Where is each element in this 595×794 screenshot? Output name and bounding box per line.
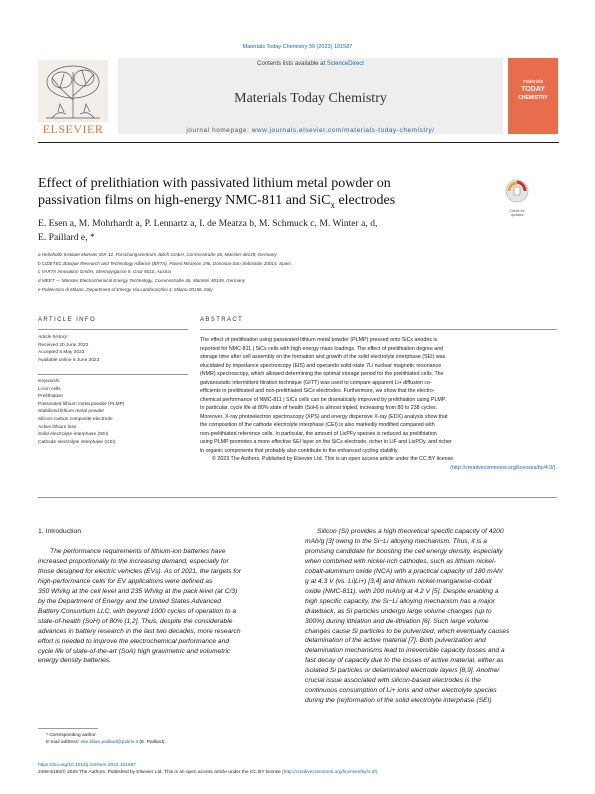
intro-line: crucial issue associated with silicon-based electrodes is the: [305, 677, 481, 685]
keyword: Prelithiation: [38, 394, 64, 400]
abstract-body: [200, 336, 557, 472]
copyright-line: [200, 455, 557, 464]
abstract-line: in organic components that probably also contribute to the enhanced cycling stability.: [200, 447, 399, 454]
abstract-line: non-prelithiated reference cells. In particular, the amount of LixPFy species is reduced as prelithiation: [200, 430, 437, 437]
title-line-2-end: electrodes: [334, 193, 396, 208]
issn-line: [38, 769, 558, 776]
badge-label: Check for updates: [509, 209, 525, 217]
history-received: Received 20 June 2022: [38, 342, 89, 348]
intro-line: 300%) during lithiation and de-lithiation [6]. Such large volume: [305, 617, 489, 625]
abstract-line: In particular, cycle life at 80% state of health (SoH) is almost tripled, increasing from 80 to 238 cycles.: [200, 405, 438, 411]
email-link[interactable]: elie.lillian.paillard@polimi.it: [80, 740, 139, 746]
abstract-line: galvanostatic intermittent titration technique (GITT) was used to compare apparent Li+ diffusion co-: [200, 379, 432, 386]
intro-line: Silicon (Si) provides a high theoretical specific capacity of 4200: [317, 528, 504, 535]
journal-cover-text: [508, 78, 558, 102]
intro-line: g at 4.3 V (vs. Li|Li+) [3,4] and lithium nickel-manganese-cobalt: [305, 577, 492, 585]
authors-line-1[interactable]: E. Esen a, M. Mohrhardt a, P. Lennartz a, I. de Meatza b, M. Schmuck c, M. Winter a, d,: [38, 218, 378, 229]
journal-header: [38, 56, 559, 143]
elsevier-tree-icon: [38, 60, 108, 122]
intro-line: those designed for electric vehicles (EVs). As of 2021, the targets for: [38, 567, 242, 575]
history-accepted: Accepted 5 May 2023: [38, 350, 85, 356]
keywords-rule: [38, 374, 188, 375]
intro-line: cobalt-aluminum oxide (NCA) with a practical capacity of 180 mAh/: [305, 567, 503, 575]
abstract-line: storage time after cell assembly on the formation and growth of the solid electrolyte interphase (SEI) was: [200, 354, 446, 360]
check-for-updates-icon: [503, 178, 531, 204]
intro-line: energy density batteries.: [38, 657, 111, 665]
intro-line: continuous consumption of Li+ ions and other electrolyte species: [305, 687, 497, 695]
abstract-line: Moreover, X-ray photoelectron spectroscopy (XPS) and energy dispersive X-ray (EDX) analysis show that: [200, 413, 448, 420]
authors-line-2[interactable]: E. Paillard e, *: [38, 232, 95, 243]
title-line-2: [38, 192, 478, 214]
intro-line: state-of-health (SoH) of 80% [1,2]. Thus, despite the considerable: [38, 617, 233, 625]
keyword: Passivated lithium metal powder (PLMP): [38, 401, 125, 407]
doi-block: [38, 762, 558, 777]
affiliations: [38, 251, 558, 295]
intro-line: cycle life of state-of-the-art (SoA) high gravimetric and volumetric: [38, 647, 231, 655]
sciencedirect-link[interactable]: ScienceDirect: [326, 61, 364, 67]
abstract-line: efficients in prelithiated and non-prelithiated SiCx electrodes. Furthermore, we show that the electro-: [200, 388, 435, 394]
keyword: Active lithium loss: [38, 424, 77, 430]
cover-text-3: CHEMISTRY: [518, 95, 548, 101]
intro-line: effort is needed to improve the electrochemical performance and: [38, 637, 230, 645]
title-subscript: x: [330, 199, 335, 210]
title-line-1: Effect of prelithiation with passivated lithium metal powder on: [38, 176, 391, 191]
footnote-rule: [38, 728, 98, 729]
introduction-heading: 1. Introduction: [38, 528, 82, 535]
copyright-text: © 2023 The Authors. Published by Elsevier Ltd. This is an open access article under the CC BY license: [212, 456, 454, 462]
intro-line: delamination of the active material [7]. Both pulverization and: [305, 637, 486, 645]
corresponding-label: * Corresponding author.: [46, 733, 97, 738]
intro-line: The performance requirements of lithium-ion batteries have: [50, 548, 226, 555]
keywords-label: Keywords:: [38, 379, 61, 384]
affiliation-c: c VARTA Innovation GmbH, Stremayrgasse 9, Graz 8010, Austria: [38, 269, 172, 275]
email-label: E-mail address:: [46, 740, 81, 746]
abstract-line: elucidated by impedance spectroscopy (EIS) and operando solid-state 7Li nuclear magnetic resonance: [200, 362, 442, 369]
license-link[interactable]: (http://creativecommons.org/licenses/by/4.0/).: [450, 464, 557, 471]
issn-license-link[interactable]: (http://creativecommons.org/licenses/by/4.0/).: [282, 770, 379, 776]
article-title: [38, 175, 478, 214]
intro-line: 350 Wh/kg at the cell level and 235 Wh/kg at the pack level (at C/3): [38, 587, 238, 595]
doi-link[interactable]: https://doi.org/10.1016/j.mtchem.2023.101587: [38, 763, 136, 768]
homepage-prefix: journal homepage:: [186, 127, 252, 134]
intro-line: promising candidate for boosting the cell energy density, especially: [305, 547, 503, 555]
authors: [38, 217, 538, 245]
intro-line: changes cause Si particles to be pulverized, which eventually causes: [305, 627, 510, 635]
corresponding-author-note: [46, 732, 296, 747]
journal-reference[interactable]: Materials Today Chemistry 30 (2023) 101587: [242, 44, 353, 50]
intro-line: drawback, as Si particles undergo large volume changes (up to: [305, 607, 492, 615]
title-line-2-text: passivation films on high-energy NMC-811 and SiC: [38, 193, 331, 208]
intro-line: delamination mechanisms lead to irreversible capacity losses and a: [305, 647, 505, 655]
intro-line: increased proportionally to the increasing demand, especially for: [38, 557, 229, 565]
affiliation-b: b CIDETEC Basque Research and Technology Alliance (BRTA), Paseo Miramón 196, Donostia-San Sebastián 20014, Spain: [38, 260, 291, 266]
publisher-name: ELSEVIER: [42, 122, 104, 136]
intro-line: high-performance cells for EV applications were defined as: [38, 577, 213, 585]
intro-line: during the (re)formation of the solid electrolyte interphase (SEI): [305, 697, 492, 705]
abstract-line: chemical performance of NMC-811 | SiCx cells can be dramatically improved by prelithiation using PLMP.: [200, 396, 447, 403]
issn-text: 2468-5194/© 2023 The Authors. Published by Elsevier Ltd. This is an open access article under the CC BY license: [38, 770, 283, 776]
intro-line: isolated Si particles or delaminated electrode layers [8,9]. Another: [305, 667, 500, 675]
affiliation-a: a Helmholtz-Institute Münster IEK-12, Forschungszentrum Jülich GmbH, Corrensstraße 46, Münster 48149, Germany: [38, 252, 277, 257]
abstract-line: reported for NMC-811 | SiCx cells with high energy mass loadings. The effect of prelithiation degree and: [200, 345, 444, 352]
intro-line: when combined with nickel-rich cathodes, such as lithium nickel-: [305, 557, 496, 565]
abstract-heading: ABSTRACT: [200, 317, 244, 323]
keywords: [38, 378, 188, 446]
intro-line: by the Department of Energy and the United States Advanced: [38, 597, 222, 605]
check-for-updates-badge[interactable]: [503, 178, 531, 217]
contents-line: [118, 61, 503, 67]
keyword: Solid-electrolyte-interphase (SEI): [38, 432, 109, 438]
abstract-line: the composition of the cathode electrolyte interphase (CEI) is also markedly modified compared with: [200, 422, 435, 428]
email-suffix: (E. Paillard).: [138, 740, 166, 746]
article-info-rule: [38, 329, 188, 330]
article-info-heading: ARTICLE INFO: [38, 317, 97, 323]
history-label: Article history:: [38, 335, 69, 340]
intro-right-column: [305, 527, 557, 706]
cover-text-2: TODAY: [521, 86, 545, 93]
intro-line: Battery Consortium LLC, with beyond 1000 cycles of operation to a: [38, 607, 237, 615]
intro-line: advances in battery research in the last two decades, more research: [38, 627, 241, 635]
email-line: [46, 739, 296, 746]
abstract-line: The effect of prelithiation using passivated lithium metal powder (PLMP) pressed onto SiCx anodes is: [200, 337, 438, 343]
keyword: Li-ion cells: [38, 386, 61, 392]
journal-title: Materials Today Chemistry: [234, 91, 387, 106]
article-history: [38, 334, 188, 364]
intro-line: mAh/g [3] owing to the Si−Li alloying mechanism. Thus, it is a: [305, 537, 487, 545]
intro-line: oxide (NMC-811), with 200 mAh/g at 4.2 V [5]. Despite enabling a: [305, 587, 499, 595]
homepage-link[interactable]: www.journals.elsevier.com/materials-today-chemistry/: [251, 127, 435, 134]
license-line: [200, 464, 557, 473]
contents-prefix: Contents lists available at: [257, 61, 327, 67]
elsevier-tree-logo[interactable]: [38, 60, 108, 126]
keyword: Silicon-carbon composite electrode: [38, 416, 113, 422]
abstract-bottom-rule: [38, 497, 557, 498]
abstract-rule: [200, 329, 557, 330]
abstract-line: (NMR) spectroscopy, which allowed determining the optimal storage period for the prelithiated cells. The: [200, 371, 444, 377]
affiliation-e: e Politecnico di Milano, Department of Energy Via Lambruschini 4, Milano 20156, Italy: [38, 286, 213, 292]
affiliation-d: d MEET — Münster Electrochemical Energy Technology, Corrensstraße 46, Münster 48149, Germany: [38, 278, 246, 284]
intro-line: high specific capacity, the Si−Li alloying mechanism has a major: [305, 597, 496, 605]
cover-text-1: materials: [522, 79, 544, 85]
intro-line: fast decay of capacity due to the losses of active material, either as: [305, 657, 504, 665]
history-online: Available online 6 June 2023: [38, 357, 100, 363]
abstract-line: using PLMP promotes a more effective SEI layer on the SiCx electrode, richer in LiF and LixPOy, and richer: [200, 439, 452, 445]
keyword: Stabilized lithium metal powder: [38, 409, 105, 415]
keyword: Cathode electrolyte interphase (CEI): [38, 439, 116, 445]
journal-homepage: [118, 127, 503, 134]
intro-left-column: [38, 547, 286, 666]
